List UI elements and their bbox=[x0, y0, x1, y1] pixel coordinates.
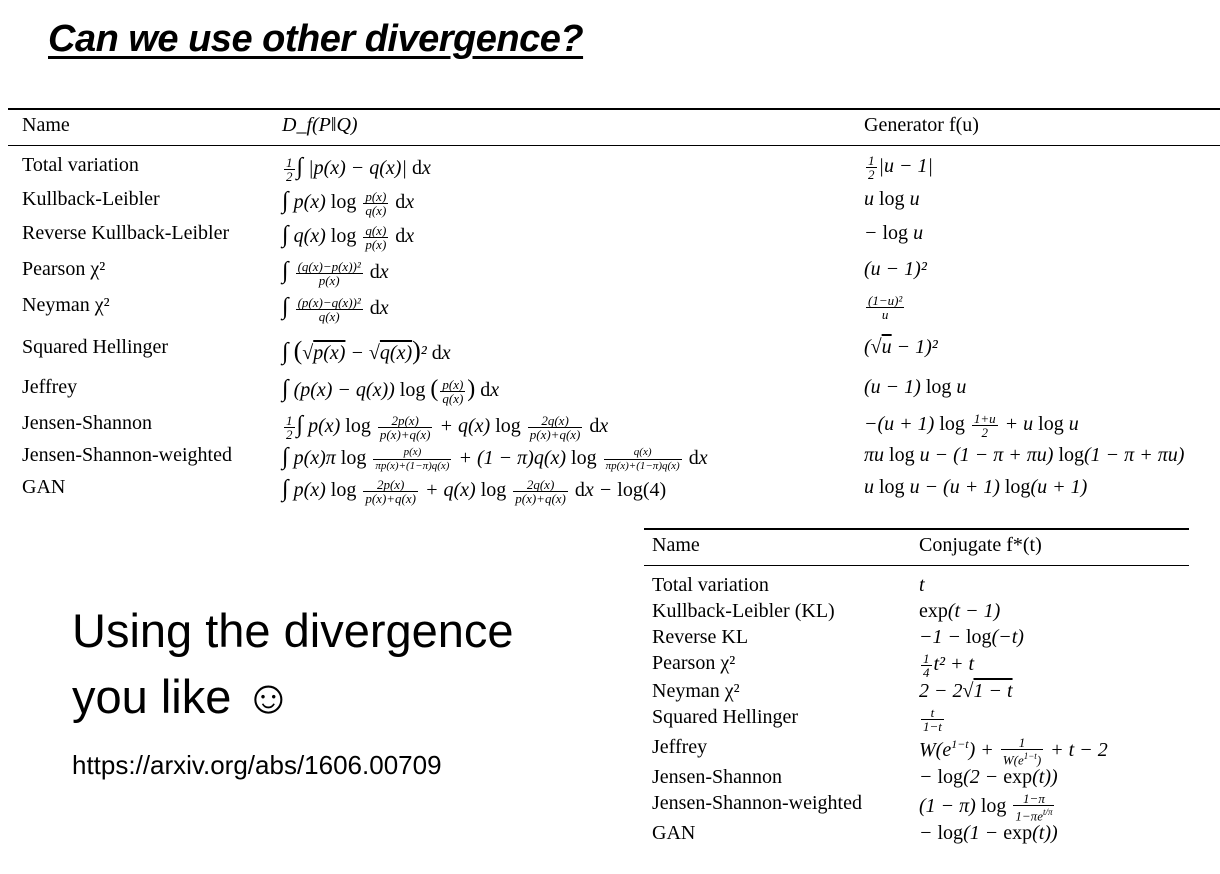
row-conjugate: 2 − 2√1 − t bbox=[919, 680, 1013, 702]
row-generator: πu log u − (1 − π + πu) log(1 − π + πu) bbox=[864, 444, 1185, 466]
row-name: Total variation bbox=[22, 154, 139, 176]
row-name: GAN bbox=[22, 476, 66, 498]
row-generator: −(u + 1) log $\frac{1+u}{2}$ + u log u bbox=[864, 411, 1079, 440]
row-name: Pearson χ² bbox=[652, 652, 736, 674]
header-generator: Generator f(u) bbox=[864, 114, 979, 136]
row-generator: $\frac{1}{2}$ |u − 1| bbox=[868, 153, 933, 182]
row-generator: u log u − (u + 1) log(u + 1) bbox=[864, 476, 1088, 498]
table-header-rule bbox=[644, 565, 1189, 566]
row-conjugate: − log(1 − exp(t)) bbox=[919, 822, 1058, 844]
row-name: Squared Hellinger bbox=[652, 706, 799, 728]
row-name: Jeffrey bbox=[652, 736, 708, 758]
row-divergence: ∫ p(x) log $\frac{2p(x)}{p(x)+q(x)}$ + q(x) log $\frac{2q(x)}{p(x)+q(x)}$ dx − log(4) bbox=[282, 476, 667, 506]
row-generator: $\frac{\text{(1−u)²}}{u}$ bbox=[868, 293, 903, 322]
row-divergence: $\frac{1}{2}$ ∫ p(x) log $\frac{2p(x)}{p(x)+q(x)}$ + q(x) log $\frac{2q(x)}{p(x)+q(x)}$ dx bbox=[286, 412, 609, 442]
row-name: Kullback-Leibler bbox=[22, 188, 160, 210]
slide-title: Can we use other divergence? bbox=[48, 18, 584, 60]
row-name: Jensen-Shannon-weighted bbox=[652, 792, 862, 814]
row-name: Jeffrey bbox=[22, 376, 78, 398]
row-conjugate: −1 − log(−t) bbox=[919, 626, 1024, 648]
row-divergence: ∫ $\frac{\text{(p(x)−q(x))²}}{q(x)}$ dx bbox=[282, 294, 389, 324]
paper-url: https://arxiv.org/abs/1606.00709 bbox=[72, 750, 442, 780]
row-conjugate: $\frac{1}{4}$ t² + t bbox=[923, 651, 975, 680]
row-name: Pearson χ² bbox=[22, 258, 106, 280]
row-name: Reverse Kullback-Leibler bbox=[22, 222, 230, 244]
row-name: Jensen-Shannon bbox=[22, 412, 152, 434]
row-name: Jensen-Shannon bbox=[652, 766, 782, 788]
row-generator: − log u bbox=[864, 222, 924, 244]
tagline-line-1: Using the divergence bbox=[72, 604, 514, 657]
tagline-line-2: you like ☺ bbox=[72, 670, 293, 723]
row-name: Neyman χ² bbox=[652, 680, 740, 702]
header-name: Name bbox=[22, 114, 70, 136]
row-divergence: ∫ (√p(x) − √q(x))² dx bbox=[282, 336, 451, 365]
row-conjugate: (1 − π) log $\frac{1-\pi}{1-\pi e^{t/\pi}}$ bbox=[919, 791, 1053, 824]
row-divergence: ∫ (p(x) − q(x)) log ( $\frac{p(x)}{q(x)}$ ) dx bbox=[282, 376, 500, 406]
row-name: Total variation bbox=[652, 574, 769, 596]
row-generator: (√u − 1)² bbox=[864, 336, 938, 358]
header-conjugate: Conjugate f*(t) bbox=[919, 534, 1042, 556]
row-generator: (u − 1)² bbox=[864, 258, 927, 280]
header-divergence: D_f(P‖Q) bbox=[282, 114, 358, 136]
header-name: Name bbox=[652, 534, 700, 556]
row-name: Reverse KL bbox=[652, 626, 749, 648]
row-name: Kullback-Leibler (KL) bbox=[652, 600, 835, 622]
row-divergence: ∫ p(x) log $\frac{p(x)}{q(x)}$ dx bbox=[282, 188, 415, 218]
row-generator: (u − 1) log u bbox=[864, 376, 967, 398]
row-divergence: ∫ p(x)π log $\frac{p(x)}{\pi p(x)+(1-\pi)q(x)}$ + (1 − π)q(x) log $\frac{q(x)}{\pi p(x)+(1-\pi)q(x)}$ dx bbox=[282, 444, 708, 472]
row-divergence: $\frac{1}{2}$ ∫ |p(x) − q(x)| dx bbox=[286, 154, 431, 184]
row-name: GAN bbox=[652, 822, 696, 844]
table-top-rule bbox=[644, 528, 1189, 530]
tagline bbox=[72, 598, 514, 730]
row-name: Squared Hellinger bbox=[22, 336, 169, 358]
row-conjugate: exp(t − 1) bbox=[919, 600, 1001, 622]
table-top-rule bbox=[8, 108, 1220, 110]
row-name: Neyman χ² bbox=[22, 294, 110, 316]
table-header-rule bbox=[8, 145, 1220, 146]
row-generator: u log u bbox=[864, 188, 920, 210]
row-conjugate: t bbox=[919, 574, 925, 596]
row-divergence: ∫ q(x) log $\frac{q(x)}{p(x)}$ dx bbox=[282, 222, 415, 252]
row-conjugate: $\frac{t}{1-t}$ bbox=[923, 705, 942, 734]
row-name: Jensen-Shannon-weighted bbox=[22, 444, 232, 466]
row-conjugate: $W(e^{1-t})$ + $\frac{1}{W(e^{1-t})}$ + t − 2 bbox=[919, 735, 1108, 768]
row-conjugate: − log(2 − exp(t)) bbox=[919, 766, 1058, 788]
row-divergence: ∫ $\frac{\text{(q(x)−p(x))²}}{p(x)}$ dx bbox=[282, 258, 389, 288]
